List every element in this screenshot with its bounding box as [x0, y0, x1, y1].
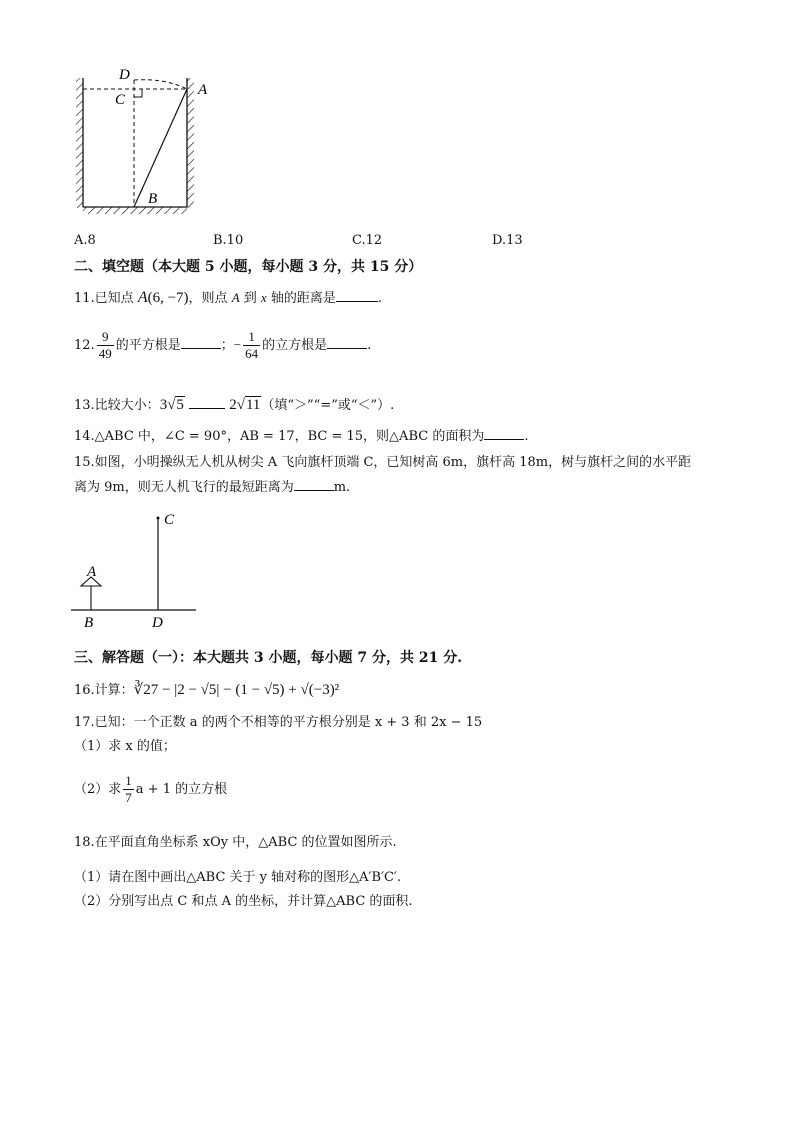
fraction-9-49: $\frac{9}{49}$ — [98, 329, 112, 361]
left-wall-hatch — [76, 78, 83, 208]
label-d: D — [152, 615, 163, 631]
fraction-1-7: $\frac{1}{7}$ — [125, 773, 132, 805]
option-a[interactable]: A.8 — [74, 233, 96, 248]
label-a: A — [198, 82, 208, 98]
question-12: 12. $\frac{9}{49}$ 的平方根是 ；− $\frac{1}{64}$ 的立方根是 . — [74, 329, 372, 361]
label-c: C — [164, 512, 175, 528]
figure-ladder-walls — [70, 62, 220, 217]
expression-16: ∛27 − |2 − √5| − (1 − √5) + √(−3)² — [133, 682, 340, 698]
section-heading-solve: 三、解答题（一）：本大题共 3 小题，每小题 7 分，共 21 分. — [74, 650, 463, 666]
question-18-stem: 18.在平面直角坐标系 xOy 中，△ABC 的位置如图所示. — [74, 835, 397, 850]
question-18-part2: （2）分别写出点 C 和点 A 的坐标，并计算△ABC 的面积. — [74, 894, 413, 909]
ground-hatch — [83, 207, 187, 214]
question-17-stem: 17.已知：一个正数 a 的两个不相等的平方根分别是 x + 3 和 2x − 15 — [74, 715, 483, 730]
question-14: 14.△ABC 中，∠C = 90°，AB = 17，BC = 15，则△ABC 的面积为 . — [74, 429, 529, 444]
label-b: B — [148, 191, 158, 207]
answer-blank-11[interactable] — [336, 289, 378, 302]
question-15-line2: 离为 9m，则无人机飞行的最短距离为 m. — [74, 480, 351, 495]
question-13: 13.比较大小：3√5 2√11（填“＞”“=”或“＜”）. — [74, 397, 395, 413]
label-c: C — [115, 92, 126, 108]
figure-tree-flagpole — [66, 506, 206, 632]
section-heading-fill-blank: 二、填空题（本大题 5 小题，每小题 3 分，共 15 分） — [74, 259, 423, 275]
right-angle-mark — [134, 89, 142, 97]
answer-blank-14[interactable] — [484, 427, 524, 440]
label-a: A — [87, 564, 97, 580]
question-15-line1: 15.如图，小明操纵无人机从树尖 A 飞向旗杆顶端 C，已知树高 6m，旗杆高 18m，树与旗杆之间的水平距 — [74, 455, 692, 470]
right-wall-hatch — [187, 78, 194, 208]
answer-blank-15[interactable] — [294, 478, 334, 491]
dashed-arc-da — [134, 80, 187, 89]
segment-ab — [134, 89, 187, 207]
question-16: 16.计算：∛27 − |2 − √5| − (1 − √5) + √(−3)² — [74, 682, 340, 698]
label-d: D — [119, 67, 130, 83]
answer-blank-12a[interactable] — [181, 336, 221, 349]
question-18-part1: （1）请在图中画出△ABC 关于 y 轴对称的图形△A′B′C′. — [74, 870, 402, 885]
fraction-1-64: $\frac{1}{64}$ — [245, 329, 259, 361]
answer-blank-12b[interactable] — [327, 336, 367, 349]
question-17-part1: （1）求 x 的值； — [74, 739, 176, 754]
option-b[interactable]: B.10 — [213, 233, 244, 248]
question-17-part2: （2）求 $\frac{1}{7}$ a + 1 的立方根 — [74, 773, 228, 805]
option-c[interactable]: C.12 — [352, 233, 383, 248]
point-c — [157, 517, 160, 520]
answer-blank-13[interactable] — [189, 396, 225, 409]
label-b: B — [84, 615, 94, 631]
question-11: 11.已知点 A(6, −7)，则点 A 到 x 轴的距离是 . — [74, 289, 382, 306]
option-d[interactable]: D.13 — [492, 233, 523, 248]
